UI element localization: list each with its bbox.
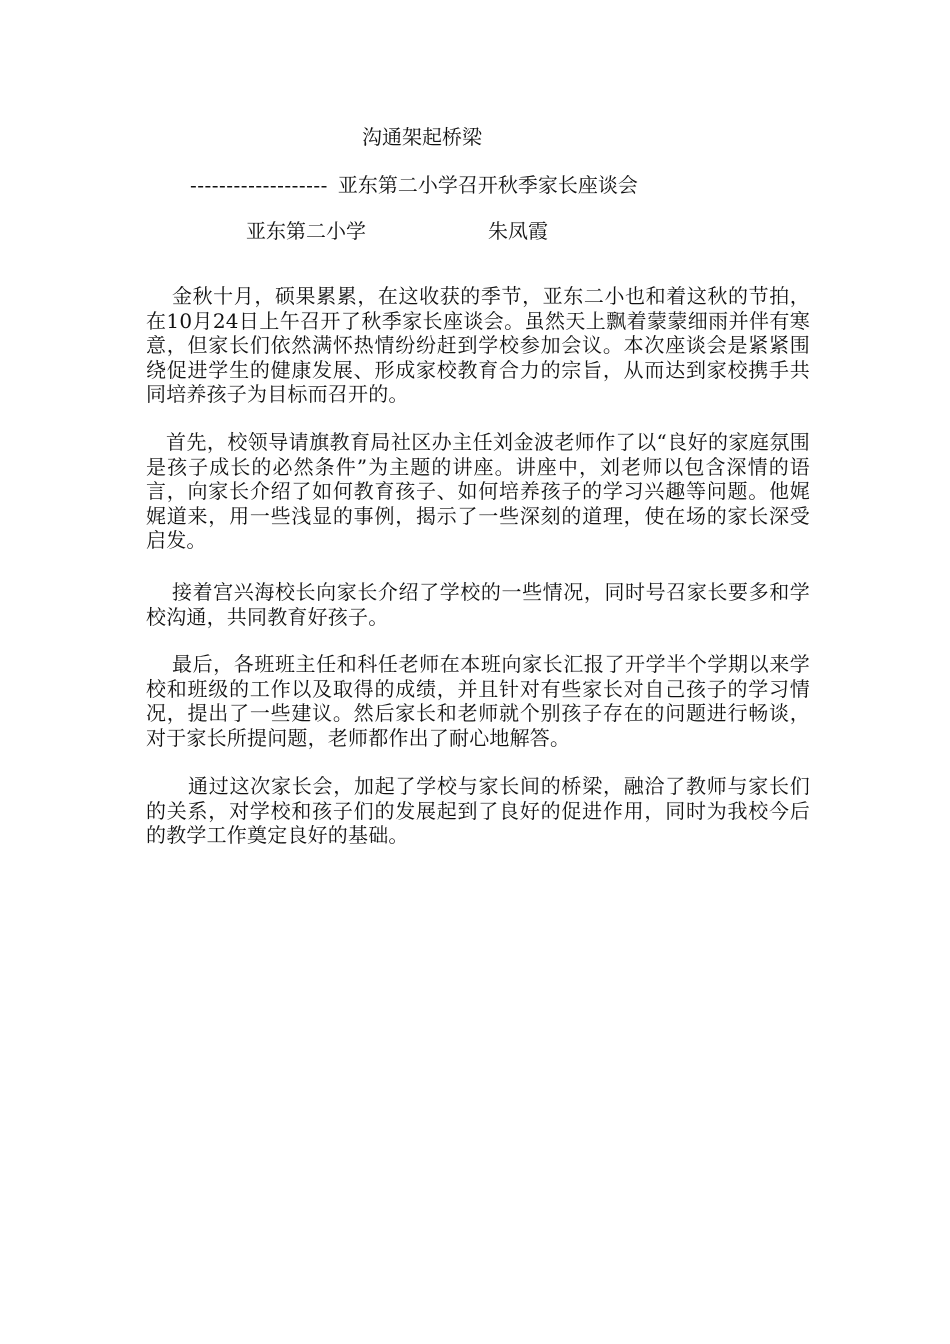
paragraph-teachers: 最后，各班班主任和科任老师在本班向家长汇报了开学半个学期以来学校和班级的工作以及取得的成绩，并且针对有些家长对自己孩子的学习情况，提出了一些建议。然后家长和老师就个别孩子存在的问题进行畅谈，对于家长所提问题，老师都作出了耐心地解答。	[146, 652, 810, 750]
author-school: 亚东第二小学	[246, 219, 366, 243]
document-subtitle	[190, 172, 638, 198]
author-name: 朱凤霞	[488, 219, 548, 243]
paragraph-principal: 接着宫兴海校长向家长介绍了学校的一些情况，同时号召家长要多和学校沟通，共同教育好孩子。	[146, 580, 810, 629]
subtitle-dashes: -------------------	[190, 173, 328, 197]
document-title: 沟通架起桥梁	[362, 125, 482, 149]
subtitle-text: 亚东第二小学召开秋季家长座谈会	[337, 173, 638, 197]
paragraph-intro: 金秋十月，硕果累累，在这收获的季节，亚东二小也和着这秋的节拍，在10月24日上午召开了秋季家长座谈会。虽然天上飘着蒙蒙细雨并伴有寒意，但家长们依然满怀热情纷纷赶到学校参加会议。本次座谈会是紧紧围绕促进学生的健康发展、形成家校教育合力的宗旨，从而达到家校携手共同培养孩子为目标而召开的。	[146, 284, 810, 406]
paragraph-lecture: 首先，校领导请旗教育局社区办主任刘金波老师作了以“良好的家庭氛围是孩子成长的必然条件”为主题的讲座。讲座中，刘老师以包含深情的语言，向家长介绍了如何教育孩子、如何培养孩子的学习兴趣等问题。他娓娓道来，用一些浅显的事例，揭示了一些深刻的道理，使在场的家长深受启发。	[146, 430, 810, 552]
paragraph-conclusion: 通过这次家长会，加起了学校与家长间的桥梁，融洽了教师与家长们的关系，对学校和孩子们的发展起到了良好的促进作用，同时为我校今后的教学工作奠定良好的基础。	[146, 774, 810, 847]
